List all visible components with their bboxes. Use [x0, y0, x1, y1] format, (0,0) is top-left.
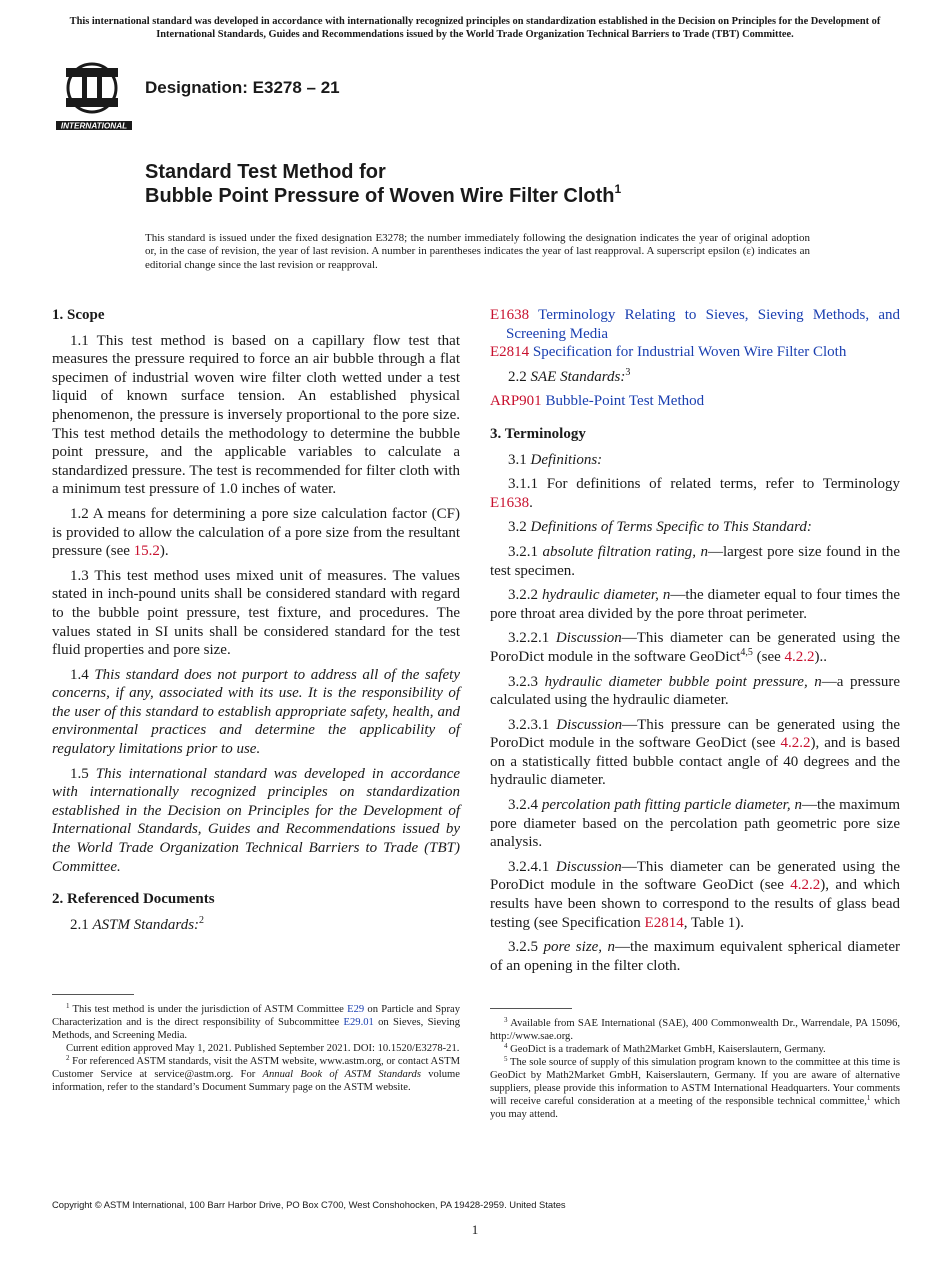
ref-e1638-title[interactable]: Terminology Relating to Sieves, Sieving Methods, and Screening Media: [506, 307, 900, 342]
title-line-1: Standard Test Method for: [145, 161, 386, 183]
para-3-2-2-1: [490, 629, 900, 666]
footnote-1-mark: 1: [66, 1002, 70, 1010]
footnote-rule-left: [52, 994, 134, 995]
title-line-2-text: Bubble Point Pressure of Woven Wire Filter Cloth: [145, 185, 615, 207]
footnote-5-sup: 1: [866, 1094, 871, 1102]
footnote-1-edition: Current edition approved May 1, 2021. Published September 2021. DOI: 10.1520/E3278-21.: [66, 1043, 460, 1054]
copyright-line: Copyright © ASTM International, 100 Barr Harbor Drive, PO Box C700, West Conshohocken, PA 19428-2959. United States: [52, 1199, 566, 1210]
tbt-notice: This international standard was developed in accordance with internationally recognized principles on standardization established in the Decision on Principles for the Development of International Standards, Guides and Recommendations issued by the World Trade Organization Technical Barriers to Trade (TBT) Committee.: [69, 16, 881, 40]
para-2-1-sup: 2: [199, 914, 205, 926]
para-3-2-4-number: 3.2.4: [508, 797, 538, 814]
para-1-4: [52, 666, 460, 759]
section-heading-scope: 1. Scope: [52, 307, 105, 323]
para-3-2: [490, 518, 900, 537]
para-3-2-4: [490, 796, 900, 852]
para-3-2-2-text: —the diameter equal to four times the pore throat area divided by the pore throat perimeter.: [490, 587, 900, 622]
footnote-4: [490, 1043, 900, 1056]
para-3-2-5-term: pore size, n: [543, 939, 615, 956]
para-1-4-text: This standard does not purport to address all of the safety concerns, if any, associated with its use. It is the responsibility of the user of this standard to establish appropriate safety, health, and environmental practices and determine the applicability of regulatory limitations prior to use.: [52, 666, 461, 758]
link-e2814[interactable]: E2814: [644, 914, 684, 931]
para-3-2-4-1-text: —This diameter can be generated using the PoroDict module in the software GeoDict (see: [490, 858, 900, 894]
footnote-rule-right: [490, 1008, 572, 1009]
footnote-4-mark: 4: [504, 1042, 508, 1050]
footnotes-left: [52, 1003, 460, 1094]
para-3-2-3-number: 3.2.3: [508, 673, 538, 690]
link-e29[interactable]: E29: [347, 1004, 365, 1015]
para-2-2-number: 2.2: [508, 368, 527, 385]
para-3-2-2-1-end: )..: [814, 648, 828, 665]
para-3-1-1-end: .: [529, 494, 533, 511]
footnote-3: [490, 1017, 900, 1043]
para-2-2-text: SAE Standards:: [530, 368, 626, 385]
link-e29-01[interactable]: E29.01: [343, 1017, 374, 1028]
link-15-2[interactable]: 15.2: [133, 543, 160, 560]
ref-e2814-code[interactable]: E2814: [490, 344, 530, 361]
footnote-1-end: on Sieves, Sieving Methods, and Screening Media.: [52, 1017, 460, 1041]
footnote-5-mark: 5: [504, 1055, 508, 1063]
para-2-1-text: ASTM Standards:: [92, 916, 200, 933]
footnote-3-mark: 3: [504, 1016, 508, 1024]
footnote-4-text: GeoDict is a trademark of Math2Market GmbH, Kaiserslautern, Germany.: [507, 1044, 826, 1055]
footnotes-right: [490, 1017, 900, 1121]
footnote-2-text: For referenced ASTM standards, visit the ASTM website, www.astm.org, or contact ASTM Customer Service at service@astm.org. For: [52, 1056, 460, 1080]
para-3-2-4-text: —the maximum pore diameter based on the percolation path geometric pore size analysis.: [490, 797, 901, 851]
para-3-2-4-1: [490, 858, 900, 932]
para-3-2-2-1-number: 3.2.2.1: [508, 630, 550, 647]
para-3-2-4-1-end: , Table 1).: [683, 914, 745, 931]
para-1-3: 1.3 This test method uses mixed unit of measures. The values stated in inch-pound units shall be considered standard with regard to the bubble point pressure, test fixture, and procedures. The values stated in SI units shall be considered standard for the test fluid properties and pore size.: [52, 567, 460, 659]
footnote-1-mid: on Particle and Spray Characterization and is the direct responsibility of Subcommittee: [52, 1004, 460, 1028]
para-1-5-number: 1.5: [70, 765, 89, 782]
astm-logo-graphic: [52, 58, 134, 132]
para-3-2-3-1-text: —This pressure can be generated using the PoroDict module in the software GeoDict (see: [490, 716, 901, 752]
para-3-1: [490, 451, 900, 470]
para-1-2-text: 1.2 A means for determining a pore size calculation factor (CF) is provided to allow the calculation of a pore size from the resultant pressure (see: [52, 505, 460, 560]
para-3-2-4-term: percolation path fitting particle diameter, n: [541, 797, 802, 814]
ref-e1638: [490, 306, 900, 343]
footnote-3-text: Available from SAE International (SAE), 400 Commonwealth Dr., Warrendale, PA 15096, http://www.sae.org.: [490, 1018, 900, 1042]
para-3-2-3-text: —a pressure calculated using the hydraulic diameter.: [490, 673, 901, 709]
footnote-2-end: volume information, refer to the standard’s Document Summary page on the ASTM website.: [52, 1069, 460, 1093]
para-3-2-2-number: 3.2.2: [508, 587, 538, 604]
para-3-2-3-1-end: ), and is based on a statistically fitted bubble contact angle of 40 degrees and the hydraulic diameter.: [490, 735, 900, 789]
issued-statement: This standard is issued under the fixed designation E3278; the number immediately following the designation indicates the year of original adoption or, in the case of revision, the year of last revision. A number in parentheses indicates the year of last reapproval. A superscript epsilon (ε) indicates an editorial change since the last revision or reapproval.: [145, 232, 810, 271]
para-3-2-1-term: absolute filtration rating, n: [542, 543, 708, 560]
link-e1638[interactable]: E1638: [490, 494, 530, 511]
right-column: [490, 306, 900, 981]
para-3-2-number: 3.2: [508, 519, 527, 536]
para-3-2-1-text: —largest pore size found in the test specimen.: [490, 543, 900, 579]
footnote-1-text: This test method is under the jurisdiction of ASTM Committee: [69, 1004, 348, 1015]
standard-title: [145, 160, 621, 208]
footnote-1: [52, 1003, 460, 1042]
para-3-2-3-1: [490, 716, 900, 790]
ref-e2814-title[interactable]: Specification for Industrial Woven Wire Filter Cloth: [532, 344, 847, 361]
para-3-1-1-text: 3.1.1 For definitions of related terms, refer to Terminology: [508, 476, 900, 493]
para-2-2-sup: 3: [625, 366, 631, 378]
para-3-2-2-1-text: —This diameter can be generated using the PoroDict module in the software GeoDict: [490, 630, 900, 665]
footnote-5: [490, 1056, 900, 1121]
footnote-5-end: which you may attend.: [490, 1096, 900, 1120]
left-column: [52, 306, 460, 940]
logo-wordmark: INTERNATIONAL: [60, 121, 128, 131]
para-3-2-2-1-sup: 4,5: [740, 646, 753, 658]
designation: Designation: E3278 – 21: [145, 78, 340, 97]
ref-e2814: [490, 343, 900, 362]
section-heading-referenced-documents: 2. Referenced Documents: [52, 891, 215, 908]
para-3-2-2-1-term: Discussion: [555, 630, 622, 647]
footnote-2: [52, 1055, 460, 1094]
para-3-2-2-1-see: (see: [752, 648, 785, 665]
footnote-2-italic: Annual Book of ASTM Standards: [262, 1069, 421, 1080]
astm-logo: [52, 58, 134, 132]
para-3-2-2: [490, 586, 900, 623]
para-3-2-text: Definitions of Terms Specific to This Standard:: [530, 519, 812, 536]
para-3-1-1: [490, 475, 900, 512]
para-3-1-text: Definitions:: [530, 451, 603, 468]
section-heading-terminology: 3. Terminology: [490, 425, 586, 442]
para-1-5-text: This international standard was developed in accordance with internationally recognized principles on standardization established in the Decision on Principles for the Development of International Standards, Guides and Recommendations issued by the World Trade Organization Technical Barriers to Trade (TBT) Committee.: [52, 765, 461, 875]
para-3-1-number: 3.1: [508, 451, 527, 468]
para-1-4-number: 1.4: [70, 666, 89, 683]
para-3-2-4-1-mid: ), and which results have been shown to correspond to the results of glass bead testing (see Specification: [490, 877, 900, 931]
para-3-2-2-term: hydraulic diameter, n: [541, 587, 671, 604]
link-4-2-2[interactable]: 4.2.2: [784, 648, 815, 665]
link-4-2-2[interactable]: 4.2.2: [780, 735, 811, 752]
para-2-1: [52, 916, 460, 935]
para-2-2: [490, 368, 900, 387]
para-3-2-3: [490, 673, 900, 710]
title-footnote-mark: 1: [614, 182, 622, 196]
ref-arp901: [490, 392, 900, 411]
para-3-2-1: [490, 543, 900, 580]
para-2-1-number: 2.1: [70, 916, 89, 933]
para-3-2-1-number: 3.2.1: [508, 543, 538, 560]
para-3-2-4-1-number: 3.2.4.1: [508, 858, 550, 875]
ref-e1638-code[interactable]: E1638: [490, 307, 530, 323]
footnote-5-text: The sole source of supply of this simulation program known to the committee at this time is GeoDict by Math2Market GmbH, Kaiserslautern, Germany. If you are aware of alternative suppliers, please provide this information to ASTM International Headquarters. Your comments will receive careful consideration at a meeting of the responsible technical committee,: [490, 1057, 900, 1107]
para-1-2-end: ).: [159, 543, 169, 560]
para-3-2-5: [490, 938, 900, 975]
para-3-2-3-1-number: 3.2.3.1: [508, 716, 550, 733]
ref-arp901-title[interactable]: Bubble-Point Test Method: [545, 393, 705, 410]
para-3-2-3-1-term: Discussion: [556, 716, 623, 733]
para-3-2-5-text: —the maximum equivalent spherical diameter of an opening in the filter cloth.: [490, 939, 900, 974]
link-4-2-2[interactable]: 4.2.2: [790, 877, 821, 894]
ref-arp901-code[interactable]: ARP901: [490, 393, 542, 410]
title-line-2: [145, 184, 621, 208]
page-number: 1: [471, 1222, 479, 1237]
para-1-1: 1.1 This test method is based on a capillary flow test that measures the pressure required to force an air bubble through a flat specimen of industrial woven wire filter cloth wetted under a test liquid of known surface tension. An established physical phenomenon, the pressure is inversely proportional to the pore size. This test method details the methodology to determine the bubble point pressure, and the applicable variables to calculate a standardized pressure. The test is recommended for filter cloth with a minimum test pressure of 1.0 inches of water.: [52, 332, 460, 498]
para-1-5: [52, 765, 460, 877]
para-3-2-5-number: 3.2.5: [508, 939, 538, 956]
para-3-2-3-term: hydraulic diameter bubble point pressure, n: [544, 673, 822, 690]
footnote-2-mark: 2: [66, 1054, 70, 1062]
para-1-2: [52, 505, 460, 561]
para-3-2-4-1-term: Discussion: [555, 858, 622, 875]
